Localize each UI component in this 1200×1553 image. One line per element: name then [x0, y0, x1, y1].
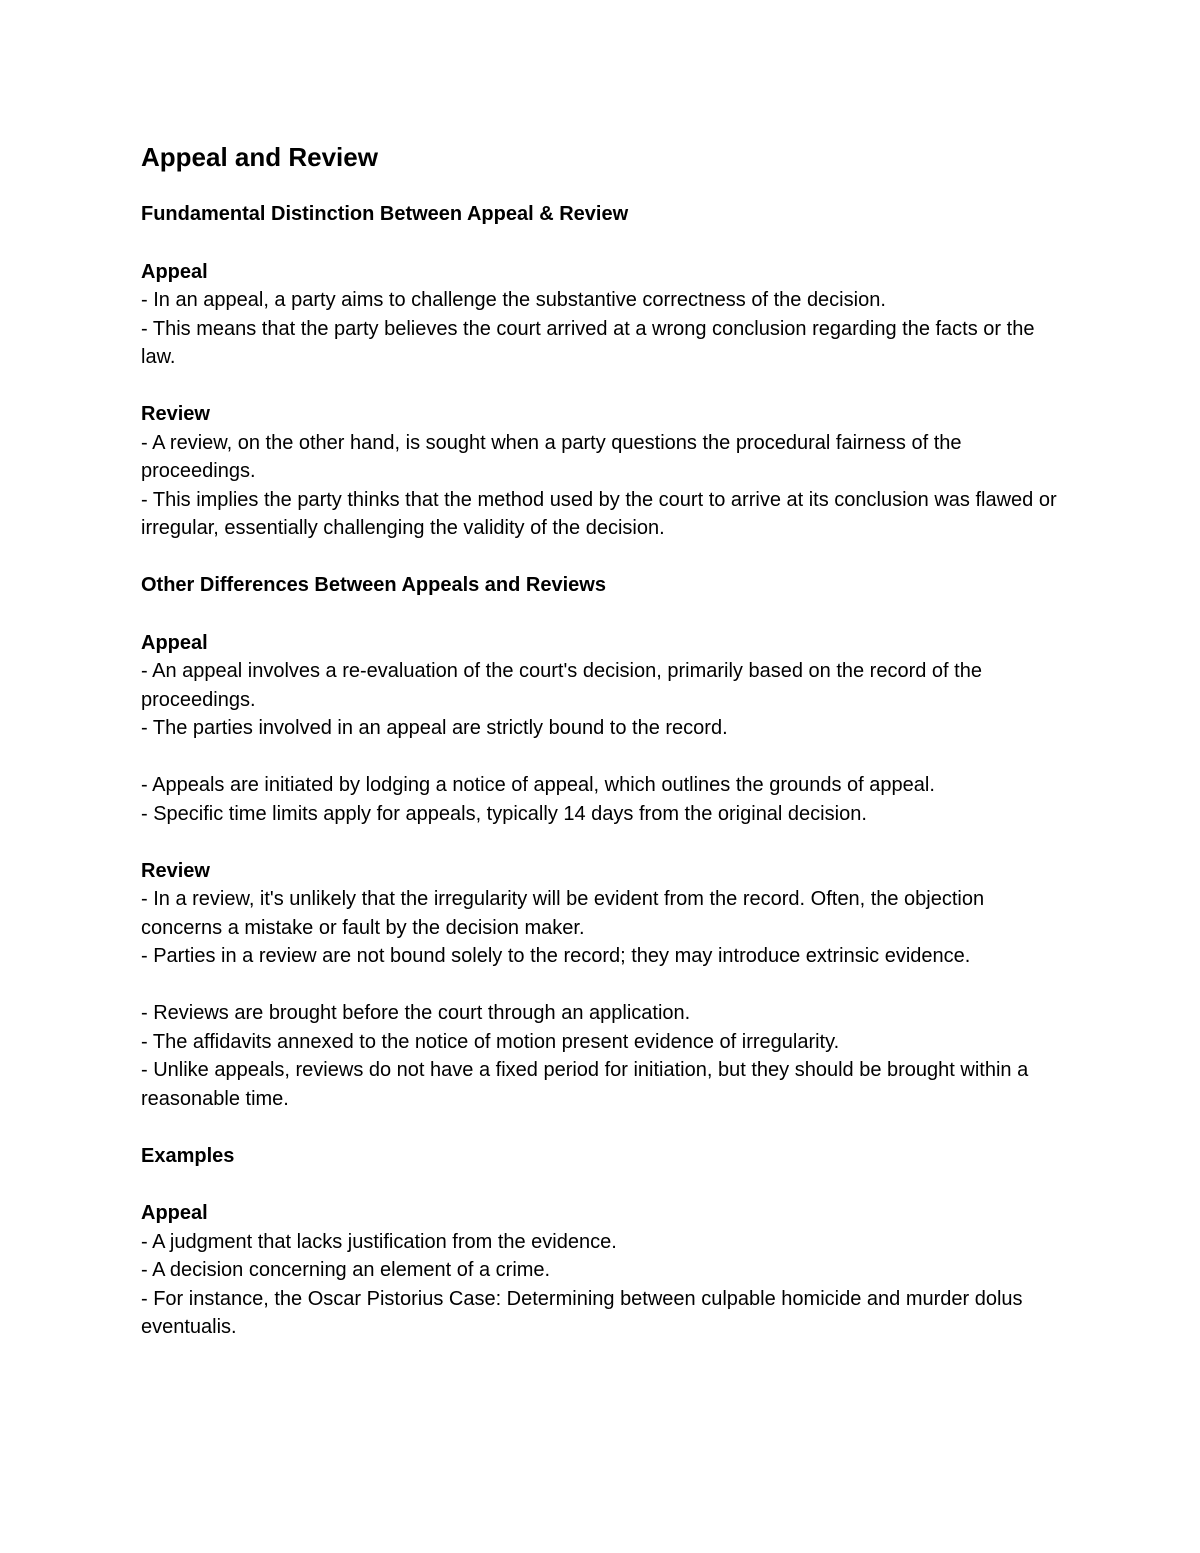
- subheading-appeal: Appeal: [141, 1202, 208, 1224]
- spacer: [141, 828, 1066, 857]
- spacer: [141, 743, 1066, 772]
- paragraph-line: - In a review, it's unlikely that the irregularity will be evident from the record. Often, the objection concerns a mistake or fault by the decision maker.: [141, 888, 985, 939]
- spacer: [141, 543, 1066, 572]
- document-page: [141, 140, 1066, 1342]
- paragraph-line: - Reviews are brought before the court through an application.: [141, 1002, 691, 1024]
- paragraph-line: - Appeals are initiated by lodging a notice of appeal, which outlines the grounds of appeal.: [141, 774, 935, 796]
- spacer: [141, 372, 1066, 401]
- paragraph-line: - Specific time limits apply for appeals, typically 14 days from the original decision.: [141, 802, 867, 825]
- paragraph-line: - This implies the party thinks that the method used by the court to arrive at its conclusion was flawed or irregular, essentially challenging the validity of the decision.: [141, 488, 1057, 539]
- subheading-appeal: Appeal: [141, 631, 208, 654]
- paragraph-line: - Parties in a review are not bound solely to the record; they may introduce extrinsic evidence.: [141, 945, 971, 967]
- paragraph-line: - In an appeal, a party aims to challenge the substantive correctness of the decision.: [141, 289, 886, 311]
- section-heading-other-differences: Other Differences Between Appeals and Reviews: [141, 574, 606, 596]
- spacer: [141, 971, 1066, 1000]
- paragraph-line: - An appeal involves a re-evaluation of the court's decision, primarily based on the record of the proceedings.: [141, 660, 982, 711]
- subheading-review: Review: [141, 403, 210, 425]
- paragraph-line: - This means that the party believes the court arrived at a wrong conclusion regarding the facts or the law.: [141, 317, 1035, 368]
- paragraph-line: - A judgment that lacks justification from the evidence.: [141, 1230, 617, 1253]
- document-title: Appeal and Review: [141, 142, 378, 172]
- spacer: [141, 1113, 1066, 1142]
- section-heading-examples: Examples: [141, 1144, 235, 1167]
- paragraph-line: - The parties involved in an appeal are strictly bound to the record.: [141, 717, 728, 739]
- paragraph-line: - For instance, the Oscar Pistorius Case: Determining between culpable homicide and murder dolus eventualis.: [141, 1287, 1023, 1338]
- section-heading-fundamental-distinction: Fundamental Distinction Between Appeal & Review: [141, 203, 629, 225]
- paragraph-line: - Unlike appeals, reviews do not have a fixed period for initiation, but they should be brought within a reasonable time.: [141, 1059, 1029, 1110]
- subheading-appeal: Appeal: [141, 260, 208, 283]
- paragraph-line: - A review, on the other hand, is sought when a party questions the procedural fairness of the proceedings.: [141, 431, 962, 482]
- paragraph-line: - A decision concerning an element of a crime.: [141, 1259, 551, 1281]
- subheading-review: Review: [141, 859, 210, 882]
- paragraph-line: - The affidavits annexed to the notice of motion present evidence of irregularity.: [141, 1030, 840, 1053]
